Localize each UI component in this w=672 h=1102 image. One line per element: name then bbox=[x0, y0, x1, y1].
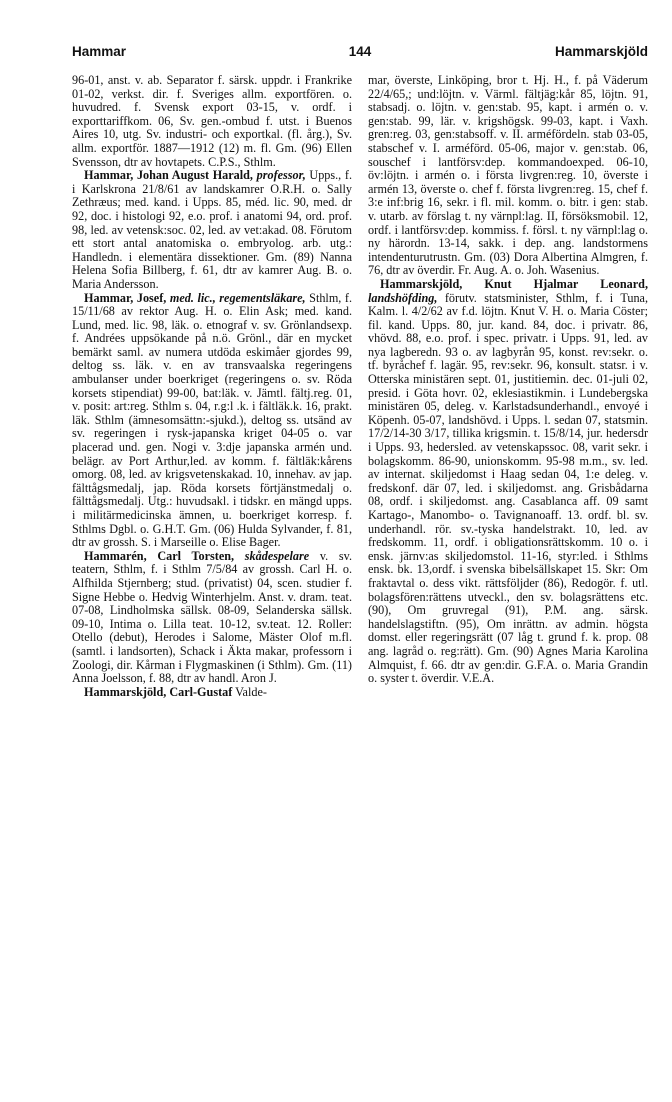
entry-text: mar, överste, Linköping, bror t. Hj. H., f. på Väderum 22/4/65,; und:löjtn. v. Värml. fältjäg:kår 85, löjtn. 91, stabsadj. o. löjtn. v. gen:stab. 95, kapt. i armén o. v. gen:stab. 99, lär. v. krigshögsk. 99-03, kapt. i Vaxh. gren:reg. 03, gen:stabsoff. v. II. arméfördeln. stab 03-05, stabschef v. I. arméförd. 05-06, major v. gen:stab. 06, souschef i lantförsv:dep. kommandoexped. 06-10, öv:löjtn. i armén o. i första livgren:reg. 10, överste i armén 13, överste o. chef f. första livgren:reg. 15, chef f. 3:e inf:brig 16, sekr. i fl. mil. komm. o. bitr. i gen: stab. v. utarb. av förslag t. ny värnpl:lag. II, försöksmobil. 12, ordf. i lantförsv:dep. kommiss. f. försl. t. ny värnpl:lag o. ny härordn. 13-14, sakk. i dep. ang. landstormens intendenturutrustn. Gm. (03) Dora Albertina Almgren, f. 76, dtr av överdir. Fr. Aug. A. o. Joh. Wasenius. bbox=[368, 73, 648, 278]
entry-title: professor, bbox=[256, 168, 306, 183]
entry-continuation bbox=[368, 74, 648, 278]
left-column bbox=[72, 74, 352, 699]
entry-text: v. sv. teatern, Sthlm, f. i Sthlm 7/5/84 av grossh. Carl H. o. Alfhilda Stjernberg; stud. (privatist) 04, scen. studier f. Signe Hebbe o. Hedvig Winterhjelm. Anst. v. dram. teat. 07-08, Lindholmska sällsk. 08-09, Selanderska sällsk. 09-10, Intima o. Lilla teat. 10-12, sv.teat. 12. Roller: Otello (debut), Herodes i Salome, Mäster Olof m.fl. (samtl. i landsorten), Schack i Äkta makar, professorn i Zoologi, dir. Kårman i Flygmaskinen (i Sthlm). Gm. (11) Anna Joelsson, f. 88, dtr av handl. Aron J. bbox=[72, 548, 352, 686]
entry-title: skådespelare bbox=[244, 548, 310, 563]
entry-title: landshöfding, bbox=[368, 290, 438, 305]
entry-name: Hammarskjöld, Knut Hjalmar Leonard, bbox=[380, 276, 648, 291]
entry-name: Hammarskjöld, Carl-Gustaf bbox=[84, 684, 233, 699]
two-column-body bbox=[72, 74, 648, 699]
entry-text: Sthlm, f. 15/11/68 av rektor Aug. H. o. Elin Ask; med. kand. Lund, med. lic. 98, läk. o. etnograf v. sv. Grönlandsexp. f. Andrées uppsökande på n.ö. Grönl., där en mycket bemärkt saml. av numera utdöda eskimåer gjordes 99, deltog ss. läk. v. en av transvaalska regeringens ambulanser under boerkriget (regeringens o. sv. Röda korsets stipendiat) 99-00, bat:läk. v. Jämtl. fältj.reg. 01, v. posit: art:reg. Sthlm s. 04, r.g:l .k. i fältläk.k. 16, prakt. läk. Sthlm (ämnesomsättn:-sjukd.), deltog ss. utsänd av sv. regeringen i rysk-japanska kriget 04-05 o. var placerad und. gen. Nogi v. 3:dje japanska armén und. belägr. av Port Arthur,led. av komm. f. fältläk:kårens omorg. 08, led. av krigsvetenskakad. 10, innehav. av jap. fälttågsmedalj, jap. Röda korsets förtjänstmedalj o. fälttågsmedalj. Utg.: huvudsakl. i tidskr. en mängd upps. i militärmedicinska ämnen, u. boerkriget korresp. f. Sthlms Dgbl. o. G.H.T. Gm. (06) Hulda Sylvander, f. 81, dtr av grossh. S. i Marseille o. Elise Bager. bbox=[72, 290, 353, 550]
entry-name: Hammarén, Carl Torsten, bbox=[84, 548, 235, 563]
running-header bbox=[72, 44, 648, 68]
entry-hammaren-carl bbox=[72, 550, 352, 686]
entry-title: med. lic., regementsläkare, bbox=[169, 290, 306, 305]
entry-text: 96-01, anst. v. ab. Separator f. särsk. uppdr. i Frankrike 01-02, verkst. dir. f. Sveriges allm. exportfören. o. huvudred. f. Svensk export 03-15, v. ordf. i exporttariffkom. 06, Sv. gen.-ombud f. utst. i Buenos Aires 10, utg. Sv. industri- och exportkal. (fl. årg.), Sv. allm. exportför. 1887—1912 (12) m. fl. Gm. (96) Ellen Svensson, dtr av hovtapets. C.P.S., Sthlm. bbox=[72, 73, 352, 169]
entry-name: Hammar, Josef, bbox=[84, 290, 167, 305]
entry-hammarskjold-knut bbox=[368, 278, 648, 686]
entry-text: Upps., f. i Karlskrona 21/8/61 av landskamrer O.R.H. o. Sally Zethræus; med. kand. i Upps. 85, méd. lic. 90, med. dr 92, doc. i histologi 92, e.o. prof. i anatomi 94, ord. prof. 98, led. av vetensk:soc. 02, led. av vet:akad. 08. Förutom ett stort antal anatomiska o. embryolog. arb. utg.: Handledn. i elementära dissektioner. Gm. (89) Nanna Helena Sofia Billberg, f. 61, dtr av kamrer Aug. B. o. Maria Andersson. bbox=[72, 168, 352, 291]
entry-hammar-josef bbox=[72, 292, 352, 550]
entry-text: Valde- bbox=[235, 684, 267, 699]
header-left-word: Hammar bbox=[72, 44, 127, 59]
entry-hammarskjold-carl-gustaf bbox=[72, 686, 352, 700]
header-right-word: Hammarskjöld bbox=[554, 44, 648, 59]
entry-hammar-johan bbox=[72, 169, 352, 291]
entry-text: förutv. statsminister, Sthlm, f. i Tuna, Kalm. l. 4/2/62 av f.d. löjtn. Knut V. H. o. Maria Cöster; fil. kand. Upps. 80, jur. kand. 84, doc. i privatr. 86, vhövd. 88, e.o. prof. i spec. privatr. i Upps. 91, led. av nya lagberedn. 93 o. av lagbyrån 95, konst. rev:sekr. o. tf. byråchef f. lagär. 95, rev:sekr. 96, konsult. statsr. i v. Otterska ministären sept. 01, justitiemin. dec. 01-juli 02, presid. i Göta hovr. 02, eklesiastikmin. i Lundebergska ministären 05, deleg. v. Karlstadsunderhandl., envoyé i Köpenh. 05-07, landshövd. i Upps. l. sedan 07, statsmin. 17/2/14-30 3/17, tillika krigsmin. t. 15/8/14, jur. hedersdr i Upps. 93, hedersled. av vetenskapssoc. 08, varit sekr. i bolagskomm. 86-90, unionskomm. 95-98 m.m., sv. led. av internat. skiljedomst i Haag sedan 04, 1:e deleg. v. fredskonf. där 07, led. i skiljedomst. ang. Grisbådarna 08, ordf. i skiljedomst. ang. Casablanca aff. 09 samt Kartago-, Manombo- o. Tavignanoaff. 13. ordf. bl. sv. underhandl. rör. sv.-tyska handelstrakt. 10, led. av fredskomm. 11, ordf. i obligationsrättskomm. 10 o. i ensk. järnv:as skiljedomstol. 11-16, styr:led. i Sthlms ensk. bk. 13,ordf. i svenska bibelsällskapet 15. Skr: Om fraktavtal o. dess vikt. rättsföljder (86), Redogör. f. utl. bolagsfören:rättens utveckl., den sv. bolagsrättens etc. (90), Om gruvregal (91), P.M. ang. särsk. handelslagstiftn. (95), Om inrättn. av admin. högsta domst. eller regeringsrätt (07 låg t. grund f. k. prop. 08 ang. lagråd o. reg:rätt). Gm. (90) Agnes Maria Karolina Almquist, f. 66. dtr av gen:dir. G.F.A. o. Maria Grandin o. syster t. överdir. V.E.A. bbox=[368, 290, 648, 686]
right-column bbox=[368, 74, 648, 699]
entry-name: Hammar, Johan August Harald, bbox=[84, 168, 253, 183]
page-number: 144 bbox=[348, 44, 372, 59]
entry-continuation bbox=[72, 74, 352, 169]
